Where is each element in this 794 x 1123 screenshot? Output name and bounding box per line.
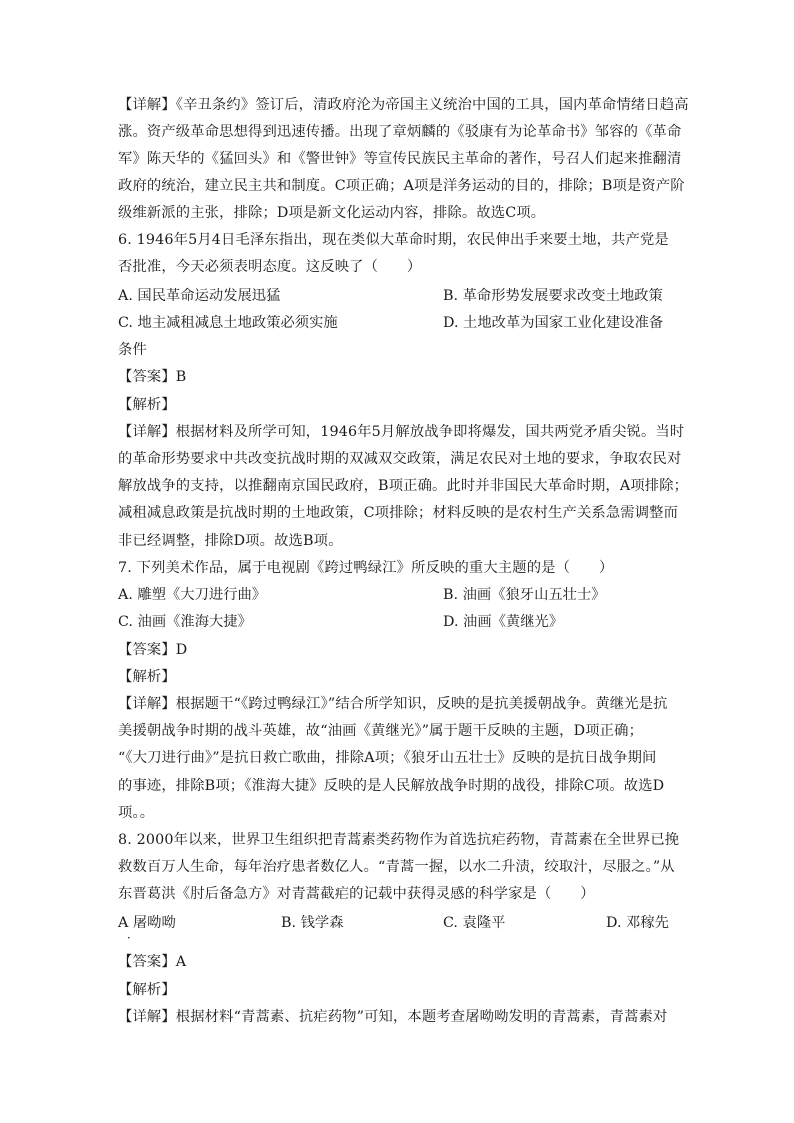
q6-option-d: D. 土地改革为国家工业化建设准备 bbox=[443, 315, 664, 331]
q8-option-c: C. 袁隆平 bbox=[443, 915, 506, 931]
q7-detail-line: 项。。 bbox=[118, 805, 155, 821]
q6-detail-line: 【详解】根据材料及所学可知，1946年5月解放战争即将爆发，国共两党矛盾尖锐。当时 bbox=[118, 424, 685, 440]
q8-option-d: D. 邓稼先 bbox=[606, 915, 669, 931]
q6-detail-line: 减租减息政策是抗战时期的土地政策，C项排除；材料反映的是农村生产关系急需调整而 bbox=[118, 505, 679, 521]
q7-option-a: A. 雕塑《大刀进行曲》 bbox=[118, 587, 267, 603]
q6-detail-line: 非已经调整，排除D项。故选B项。 bbox=[118, 533, 343, 549]
q5-detail-line: 军》陈天华的《猛回头》和《警世钟》等宣传民族民主革命的著作，号召人们起来推翻清 bbox=[118, 151, 682, 167]
q8-stem-line: 8. 2000年以来，世界卫生组织把青蒿素类药物作为首选抗疟药物，青蒿素在全世界已挽 bbox=[118, 832, 680, 848]
q7-detail-line: 美援朝战争时期的战斗英雄，故“油画《黄继光》”属于题干反映的主题，D项正确； bbox=[118, 723, 644, 739]
q8-answer: 【答案】A bbox=[118, 954, 187, 970]
q6-option-a: A. 国民革命运动发展迅猛 bbox=[118, 288, 281, 304]
q8-stem-line: 救数百万人生命，每年治疗患者数亿人。“青蒿一握，以水二升渍，绞取汁，尽服之。”从 bbox=[118, 859, 675, 875]
q7-stem: 7. 下列美术作品，属于电视剧《跨过鸭绿江》所反映的重大主题的是（ ） bbox=[118, 560, 614, 576]
q7-option-c: C. 油画《淮海大捷》 bbox=[118, 614, 252, 630]
q7-option-d: D. 油画《黄继光》 bbox=[443, 614, 564, 630]
q5-detail-line: 涨。资产级革命思想得到迅速传播。出现了章炳麟的《驳康有为论革命书》邹容的《革命 bbox=[118, 124, 682, 140]
q6-detail-line: 解放战争的支持，以推翻南京国民政府，B项正确。此时并非国民大革命时期，A项排除； bbox=[118, 478, 689, 494]
q7-detail-line: 【详解】根据题干“《跨过鸭绿江》”结合所学知识，反映的是抗美援朝战争。黄继光是抗 bbox=[118, 696, 668, 712]
q6-analysis-heading: 【解析】 bbox=[118, 397, 176, 413]
q7-analysis-heading: 【解析】 bbox=[118, 669, 176, 685]
q6-option-d-continuation: 条件 bbox=[118, 342, 147, 358]
emphasis-dot: · bbox=[127, 931, 131, 945]
q8-option-a: A 屠呦呦 bbox=[118, 915, 176, 931]
q8-detail-line: 【详解】根据材料“青蒿素、抗疟药物”可知，本题考查屠呦呦发明的青蒿素，青蒿素对 bbox=[118, 1009, 668, 1025]
q6-stem-line: 否批准，今天必须表明态度。这反映了（ ） bbox=[118, 259, 422, 275]
q7-answer: 【答案】D bbox=[118, 642, 188, 658]
q7-detail-line: 的事迹，排除B项；《淮海大捷》反映的是人民解放战争时期的战役，排除C项。故选D bbox=[118, 778, 665, 794]
q7-option-b: B. 油画《狼牙山五壮士》 bbox=[443, 587, 606, 603]
q8-stem-line: 东晋葛洪《肘后备急方》对青蒿截疟的记载中获得灵感的科学家是（ ） bbox=[118, 886, 595, 902]
q5-detail-line: 级维新派的主张，排除；D项是新文化运动内容，排除。故选C项。 bbox=[118, 205, 546, 221]
q8-analysis-heading: 【解析】 bbox=[118, 982, 176, 998]
q5-detail-line: 政府的统治，建立民主共和制度。C项正确；A项是洋务运动的目的，排除；B项是资产阶 bbox=[118, 178, 685, 194]
q8-option-b: B. 钱学森 bbox=[281, 915, 344, 931]
q6-detail-line: 的革命形势要求中共改变抗战时期的双减双交政策，满足农民对土地的要求，争取农民对 bbox=[118, 451, 682, 467]
q7-detail-line: “《大刀进行曲》”是抗日救亡歌曲，排除A项；《狼牙山五壮士》反映的是抗日战争期间 bbox=[118, 750, 657, 766]
q6-stem-line: 6. 1946年5月4日毛泽东指出，现在类似大革命时期，农民伸出手来要土地，共产党是 bbox=[118, 232, 669, 248]
q6-answer: 【答案】B bbox=[118, 369, 187, 385]
q6-option-c: C. 地主减租减息土地政策必须实施 bbox=[118, 315, 338, 331]
q6-option-b: B. 革命形势发展要求改变土地政策 bbox=[443, 288, 663, 304]
q5-detail-line: 【详解】《辛丑条约》签订后，清政府沦为帝国主义统治中国的工具，国内革命情绪日趋高 bbox=[118, 97, 689, 113]
